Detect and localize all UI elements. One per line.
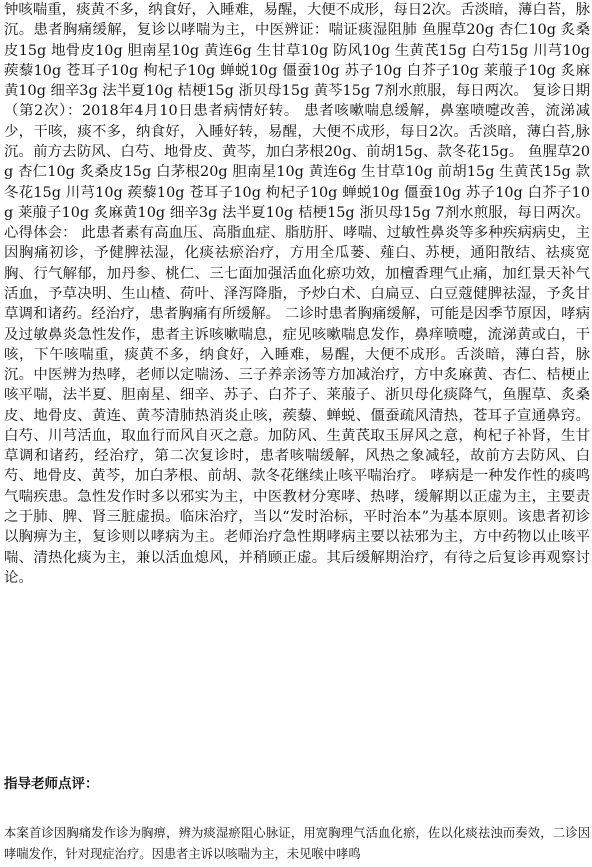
- case-record-text: 钟咳喘重，痰黄不多，纳食好，入睡难，易醒，大便不成形，每日2次。舌淡暗，薄白苔，脉沉。患者胸痛缓解，复诊以哮喘为主，中医辨证：喘证痰湿阻肺 鱼腥草20g 杏仁10g 炙桑皮15g 地骨皮10g 胆南星10g 黄连6g 生甘草10g 防风10g 生黄芪15g 白芍15g 川芎10g 蒺藜10g 苍耳子10g 枸杞子10g 蝉蜕10g 僵蚕10g 苏子10g 白芥子10g 莱菔子10g 炙麻黄10g 细辛3g 法半夏10g 桔梗15g 浙贝母15g 黄芩15g 7剂水煎服，每日两次。 复诊日期（第2次）：2018年4月10日患者病情好转。 患者咳嗽喘息缓解，鼻塞喷嚏改善，流涕减少，干咳，痰不多，纳食好，入睡好转，易醒，大便不成形，每日2次。舌淡暗，薄白苔,脉沉。前方去防风、白芍、地骨皮、黄芩，加白茅根20g、前胡15g、款冬花15g。 鱼腥草20g 杏仁10g 炙桑皮15g 白茅根20g 胆南星10g 黄连6g 生甘草10g 前胡15g 生黄芪15g 款冬花15g 川芎10g 蒺藜10g 苍耳子10g 枸杞子10g 蝉蜕10g 僵蚕10g 苏子10g 白芥子10g 莱菔子10g 炙麻黄10g 细辛3g 法半夏10g 桔梗15g 浙贝母15g 7剂水煎服，每日两次。 心得体会： 此患者素有高血压、高脂血症、脂肪肝、哮喘、过敏性鼻炎等多种疾病病史，主因胸痛初诊，予健脾祛湿，化痰祛瘀治疗，方用全瓜蒌、薤白、苏梗，通阳散结、祛痰宽胸、行气解郁，加丹参、桃仁、三七面加强活血化瘀功效，加檀香理气止痛，加红景天补气活血，予草决明、生山楂、荷叶、泽泻降脂，予炒白术、白扁豆、白豆蔻健脾祛湿，予炙甘草调和诸药。经治疗，患者胸痛有所缓解。 二诊时患者胸痛缓解，可能是因季节原因，哮病及过敏鼻炎急性发作，患者主诉咳嗽喘息，症见咳嗽喘息发作，鼻痒喷嚏，流涕黄或白，干咳，下午咳喘重，痰黄不多，纳食好，入睡难，易醒，大便不成形。舌淡暗，薄白苔，脉沉。中医辨为热哮，老师以定喘汤、三子养亲汤等方加减治疗，方中炙麻黄、杏仁、桔梗止咳平喘，法半夏、胆南星、细辛、苏子、白芥子、莱菔子、浙贝母化痰降气，鱼腥草、炙桑皮、地骨皮、黄连、黄芩清肺热消炎止咳，蒺藜、蝉蜕、僵蚕疏风清热，苍耳子宣通鼻窍。白芍、川芎活血，取血行而风自灭之意。加防风、生黄芪取玉屏风之意，枸杞子补肾，生甘草调和诸药，经治疗，第二次复诊时，患者咳喘缓解，风热之象减轻，故前方去防风、白芍、地骨皮、黄芩，加白茅根、前胡、款冬花继续止咳平喘治疗。 哮病是一种发作性的痰鸣气喘疾患。急性发作时多以邪实为主，中医教材分寒哮、热哮，缓解期以正虚为主，主要责之于肺、脾、肾三脏虚损。临床治疗，当以“发时治标，平时治本”为基本原则。该患者初诊以胸痹为主，复诊则以哮病为主。老师治疗急性期哮病主要以祛邪为主，方中药物以止咳平喘、清热化痰为主，兼以活血熄风，并稍顾正虚。其后缓解期治疗，有待之后复诊再观察讨论。: [4, 2, 590, 586]
- teacher-comment-heading: 指导老师点评：: [4, 776, 99, 792]
- teacher-comment-text: 本案首诊因胸痛发作诊为胸痹，辨为痰湿瘀阻心脉证，用宽胸理气活血化瘀，佐以化痰祛浊而奏效，二诊因哮喘发作，针对现症治疗。因患者主诉以咳喘为主，未见喉中哮鸣: [4, 826, 590, 861]
